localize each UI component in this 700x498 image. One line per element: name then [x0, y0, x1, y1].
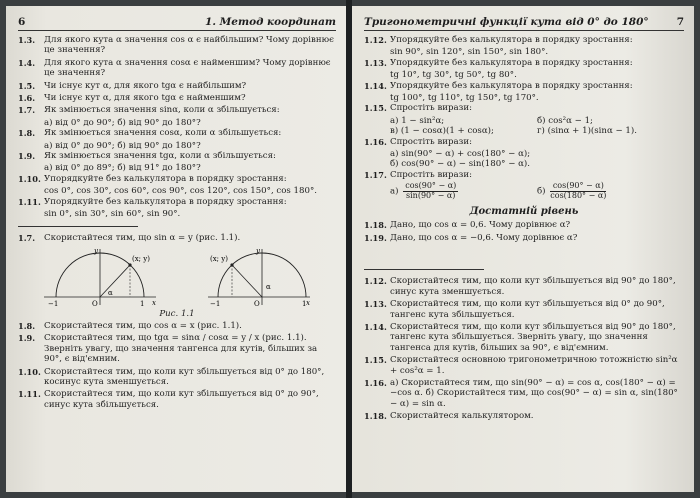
hint-text: Скористайтеся тим, що коли кут збільшується від 0° до 90°, тангенс кута збільшується. — [390, 299, 665, 320]
part-c: в) (1 − cosα)(1 + cosα); — [390, 126, 494, 137]
exercise-number: 1.16. — [364, 136, 387, 147]
hint-number: 1.16. — [364, 377, 387, 388]
alpha-label: α — [108, 288, 113, 297]
exercise-1-9 — [18, 151, 336, 161]
part-a — [390, 182, 537, 200]
exercise-text: Упорядкуйте без калькулятора в порядку зростання: — [44, 173, 287, 184]
hint-1-7 — [18, 233, 336, 243]
exercise-1-8-parts: а) від 0° до 90°; б) від 90° до 180°? — [44, 140, 201, 151]
x-axis-label: x — [306, 298, 310, 307]
exercise-1-18 — [364, 220, 684, 230]
exercise-text: Як змінюється значення sinα, коли α збільшується: — [44, 105, 280, 116]
hint-1-12 — [364, 276, 684, 297]
hint-text: Скористайтеся тим, що tgα = sinα / cosα = y / x (рис. 1.1). Зверніть увагу, що значення тангенса для кутів, більших за 90°, є від'ємним. — [44, 333, 318, 365]
hint-text: а) Скористайтеся тим, що sin(90° − α) = cos α, cos(180° − α) = −cos α. б) Скористайтеся тим, що cos(90° − α) = sin α, sin(180° − α) = sin α. — [390, 377, 678, 409]
minus-one-label: −1 — [210, 299, 221, 308]
exercise-number: 1.8. — [18, 128, 36, 139]
exercise-1-15 — [364, 103, 684, 113]
fraction-a — [403, 182, 458, 200]
hint-number: 1.15. — [364, 355, 387, 366]
minus-one-label: −1 — [48, 299, 59, 308]
exercise-text: Як змінюється значення tgα, коли α збільшується: — [44, 151, 276, 162]
exercise-1-16-part-b: б) cos(90° − α) − sin(180° − α). — [390, 159, 531, 170]
exercise-number: 1.4. — [18, 57, 36, 68]
exercise-1-16-part-a: а) sin(90° − α) + cos(180° − α); — [390, 149, 531, 160]
part-b: б) cos²α − 1; — [537, 115, 593, 126]
hint-1-9 — [18, 333, 336, 364]
exercise-1-6 — [18, 93, 336, 103]
right-running-title: Тригонометричні функції кута від 0° до 180° — [364, 16, 649, 28]
exercise-text: Спростіть вирази: — [390, 169, 472, 180]
figure-1-1 — [18, 245, 336, 309]
hint-number: 1.12. — [364, 276, 387, 287]
exercise-text: Упорядкуйте без калькулятора в порядку зростання: — [390, 35, 633, 45]
part-d: г) (sinα + 1)(sinα − 1). — [537, 126, 637, 137]
exercise-number: 1.5. — [18, 80, 36, 91]
exercise-number: 1.18. — [364, 220, 387, 231]
one-label: 1 — [140, 299, 145, 308]
one-label: 1 — [302, 299, 307, 308]
hint-1-11 — [18, 389, 336, 410]
hint-text: Скористайтеся тим, що коли кут збільшується від 0° до 90°, синус кута збільшується. — [44, 389, 319, 410]
exercise-number: 1.19. — [364, 232, 387, 243]
exercise-1-12-parts: sin 90°, sin 120°, sin 150°, sin 180°. — [390, 47, 549, 58]
origin-label: O — [92, 299, 98, 308]
right-exercise-list — [364, 35, 684, 200]
exercise-1-11-parts: sin 0°, sin 30°, sin 60°, sin 90°. — [44, 209, 181, 220]
exercise-text: Спростіть вирази: — [390, 103, 472, 114]
right-header — [364, 16, 684, 31]
exercise-1-15-parts-cd — [364, 126, 684, 136]
exercise-1-7 — [18, 105, 336, 115]
hint-number: 1.7. — [18, 232, 36, 243]
hint-1-18 — [364, 411, 684, 421]
hint-1-16 — [364, 378, 684, 409]
hint-text: Скористайтеся калькулятором. — [390, 411, 534, 422]
exercise-text: Для якого кута α значення cosα є найменшим? Чому дорівнює це значення? — [44, 57, 331, 79]
right-hints-list — [364, 276, 684, 421]
exercise-1-15-parts-ab — [364, 116, 684, 126]
exercise-1-13 — [364, 58, 684, 68]
numerator: cos(90° − α) — [405, 181, 457, 191]
left-page-number: 6 — [18, 16, 26, 28]
exercise-1-8 — [18, 128, 336, 138]
unit-circle-diagram-left — [40, 245, 160, 309]
exercise-number: 1.3. — [18, 35, 36, 45]
right-page — [352, 6, 694, 492]
part-a-label: а) — [390, 186, 399, 197]
right-page-number: 7 — [676, 16, 684, 28]
hint-number: 1.10. — [18, 366, 41, 377]
hint-number: 1.9. — [18, 333, 36, 344]
exercise-number: 1.12. — [364, 35, 387, 45]
y-axis-label: y — [256, 246, 260, 255]
exercise-text: Упорядкуйте без калькулятора в порядку зростання: — [390, 57, 633, 68]
numerator: cos(90° − α) — [550, 182, 606, 192]
exercise-number: 1.7. — [18, 105, 36, 116]
hint-number: 1.13. — [364, 299, 387, 310]
point-label: (x; y) — [210, 254, 228, 263]
exercise-number: 1.17. — [364, 169, 387, 180]
hint-text: Скористайтеся основною тригонометричною тотожністю sin²α + cos²α = 1. — [390, 355, 678, 376]
exercise-number: 1.13. — [364, 57, 387, 68]
hint-1-8 — [18, 321, 336, 331]
left-running-title: 1. Метод координат — [205, 16, 336, 28]
exercise-text: Чи існує кут α, для якого tgα є найменшим? — [44, 93, 246, 104]
x-axis-label: x — [152, 298, 156, 307]
left-hints-list — [18, 321, 336, 410]
exercise-1-14-parts: tg 100°, tg 110°, tg 150°, tg 170°. — [390, 93, 539, 104]
figure-caption: Рис. 1.1 — [159, 308, 195, 319]
exercise-1-12 — [364, 35, 684, 45]
exercise-1-7-parts: а) від 0° до 90°; б) від 90° до 180°? — [44, 117, 201, 128]
exercise-1-17 — [364, 170, 684, 180]
alpha-label: α — [266, 282, 271, 291]
exercise-1-16 — [364, 137, 684, 147]
left-header — [18, 16, 336, 31]
exercise-number: 1.14. — [364, 80, 387, 91]
point-label: (x; y) — [132, 254, 150, 263]
y-axis-label: y — [94, 246, 98, 255]
part-a: а) 1 − sin²α; — [390, 115, 445, 126]
left-exercise-list — [18, 35, 336, 220]
exercise-1-14 — [364, 81, 684, 91]
origin-label: O — [254, 299, 260, 308]
exercise-number: 1.9. — [18, 151, 36, 162]
hint-number: 1.14. — [364, 321, 387, 332]
exercise-number: 1.10. — [18, 173, 41, 184]
hint-text: Скористайтеся тим, що коли кут збільшується від 90° до 180°, синус кута зменшується. — [390, 276, 676, 297]
exercise-1-13-parts: tg 10°, tg 30°, tg 50°, tg 80°. — [390, 70, 517, 81]
hint-1-10 — [18, 367, 336, 388]
hint-number: 1.18. — [364, 411, 387, 422]
exercise-text: Чи існує кут α, для якого tgα є найбільшим? — [44, 80, 247, 91]
exercise-1-4 — [18, 58, 336, 79]
exercise-1-3 — [18, 35, 336, 56]
denominator: sin(90° − α) — [406, 190, 456, 200]
exercise-1-11 — [18, 197, 336, 207]
hint-text: Скористайтеся тим, що коли кут збільшується від 0° до 180°, косинус кута зменшується. — [44, 366, 325, 387]
exercise-number: 1.11. — [18, 196, 41, 207]
exercise-1-17-parts — [364, 182, 684, 200]
part-b-label: б) — [537, 186, 546, 197]
exercise-number: 1.15. — [364, 103, 387, 114]
unit-circle-diagram-right — [204, 245, 314, 309]
hints-separator — [18, 226, 138, 227]
exercise-text: Спростіть вирази: — [390, 136, 472, 147]
exercise-text: Упорядкуйте без калькулятора в порядку зростання: — [390, 80, 633, 91]
exercise-text: Для якого кута α значення cos α є найбільшим? Чому дорівнює це значення? — [44, 35, 334, 56]
hint-text: Скористайтеся тим, що коли кут збільшується від 90° до 180°, тангенс кута збільшується. Зверніть увагу, що значення тангенса для кутів, більших за 90°, є від'ємним. — [390, 321, 676, 353]
hint-1-14 — [364, 322, 684, 353]
exercise-text: Дано, що cos α = −0,6. Чому дорівнює α? — [390, 232, 578, 243]
exercise-1-10 — [18, 174, 336, 184]
hints-separator — [364, 269, 484, 270]
fraction-b — [550, 182, 606, 200]
exercise-1-5 — [18, 81, 336, 91]
exercise-1-19 — [364, 233, 684, 243]
left-page — [6, 6, 346, 492]
exercise-1-9-parts: а) від 0° до 89°; б) від 91° до 180°? — [44, 163, 201, 174]
exercise-text: Упорядкуйте без калькулятора в порядку зростання: — [44, 196, 287, 207]
exercise-text: Дано, що cos α = 0,6. Чому дорівнює α? — [390, 220, 571, 231]
part-b — [537, 182, 684, 200]
level-heading: Достатній рівень — [469, 206, 579, 218]
hint-1-13 — [364, 299, 684, 320]
denominator: cos(180° − α) — [550, 190, 607, 200]
hint-number: 1.8. — [18, 320, 36, 331]
hint-1-15 — [364, 355, 684, 376]
hint-text: Скористайтеся тим, що sin α = y (рис. 1.1). — [44, 232, 241, 243]
hint-text: Скористайтеся тим, що cos α = x (рис. 1.1). — [44, 320, 242, 331]
exercise-text: Як змінюється значення cosα, коли α збільшується: — [44, 128, 282, 139]
exercise-number: 1.6. — [18, 93, 36, 104]
exercise-1-10-parts: cos 0°, cos 30°, cos 60°, cos 90°, cos 120°, cos 150°, cos 180°. — [44, 186, 317, 197]
hint-number: 1.11. — [18, 389, 41, 400]
